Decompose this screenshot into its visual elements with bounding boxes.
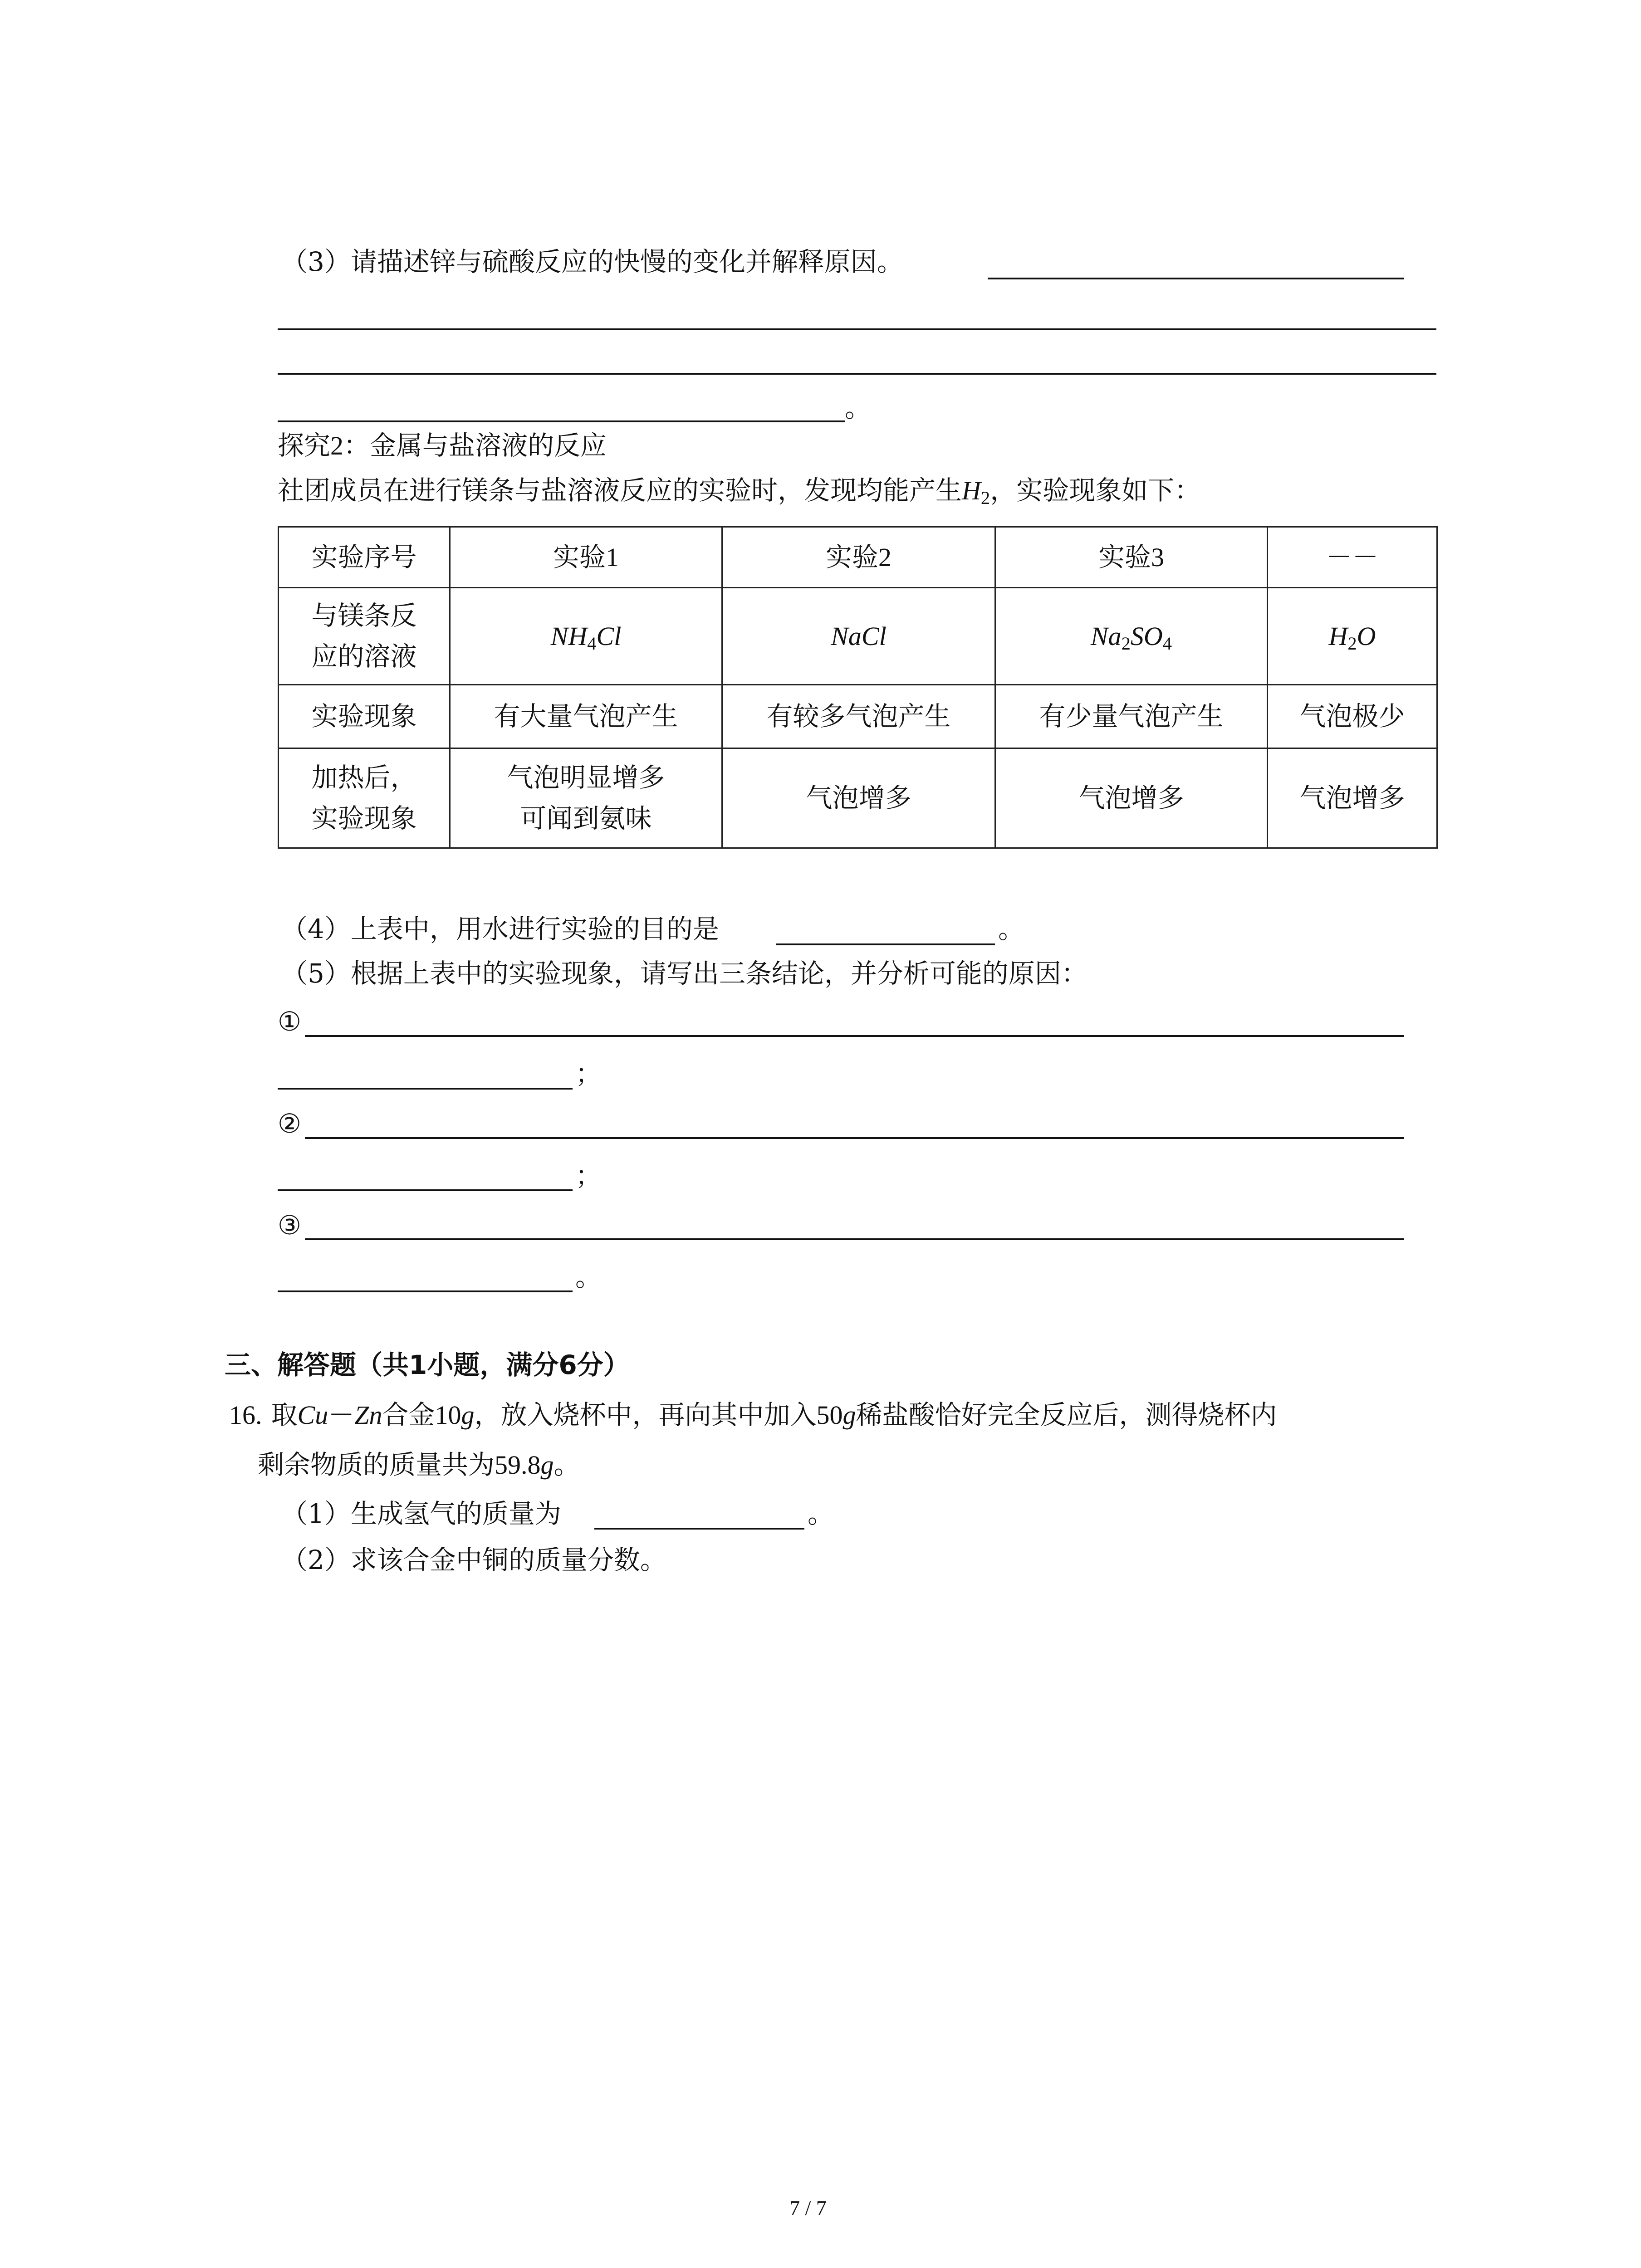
q4-text: （4）上表中，用水进行实验的目的是 xyxy=(281,914,719,944)
solution-nacl: NaCl xyxy=(722,588,995,685)
conclusion-2-end: ； xyxy=(575,1160,602,1191)
phenomenon-1: 有大量气泡产生 xyxy=(450,685,722,748)
conclusion-2-marker: ② xyxy=(278,1108,301,1139)
q3-answer-line-2[interactable] xyxy=(278,328,1436,330)
conclusion-1-marker: ① xyxy=(278,1006,301,1037)
conclusion-3-marker: ③ xyxy=(278,1210,301,1241)
conclusion-2-line-1[interactable] xyxy=(305,1137,1404,1139)
header-cell-exp2: 实验2 xyxy=(722,527,995,588)
page-number: 7 / 7 xyxy=(789,2196,827,2219)
solution-na2so4: $Na_2SO_4$ xyxy=(995,588,1268,685)
q16-sub1-end: 。 xyxy=(808,1498,834,1529)
probe2-intro: 社团成员在进行镁条与盐溶液反应的实验时，发现均能产生$H_2$，实验现象如下： xyxy=(278,475,1201,508)
header-cell-exp1: 实验1 xyxy=(450,527,722,588)
q3-answer-line-1[interactable] xyxy=(988,278,1404,279)
q16-sub1-answer-line[interactable] xyxy=(594,1528,804,1530)
conclusion-3-line-1[interactable] xyxy=(305,1238,1404,1240)
conclusion-1-line-1[interactable] xyxy=(305,1035,1404,1037)
heated-3: 气泡增多 xyxy=(995,748,1268,848)
conclusion-3-line-2[interactable] xyxy=(278,1290,573,1292)
solution-h2o: $H_2O$ xyxy=(1268,588,1437,685)
q16-line-2: 剩余物质的质量共为59.8g。 xyxy=(258,1449,580,1480)
q3-period: 。 xyxy=(845,392,872,423)
probe2-title: 探究2：金属与盐溶液的反应 xyxy=(278,430,607,461)
q16-sub1-text: （1）生成氢气的质量为 xyxy=(281,1498,561,1529)
q3-answer-line-3[interactable] xyxy=(278,373,1436,375)
q3-answer-line-4[interactable] xyxy=(278,420,845,422)
heated-1: 气泡明显增多 可闻到氨味 xyxy=(450,748,722,848)
table-row-heated xyxy=(279,748,1437,848)
q3-text: （3）请描述锌与硫酸反应的快慢的变化并解释原因。 xyxy=(281,246,903,277)
conclusion-1-end: ； xyxy=(575,1058,602,1089)
experiment-table xyxy=(278,526,1438,849)
header-cell-dash: －－ xyxy=(1268,527,1437,588)
section3-title: 三、解答题（共1小题，满分6分） xyxy=(225,1349,630,1380)
conclusion-2-line-2[interactable] xyxy=(278,1189,573,1191)
q4-answer-line[interactable] xyxy=(776,943,995,945)
table-row-header xyxy=(279,527,1437,588)
heated-4: 气泡增多 xyxy=(1268,748,1437,848)
heated-2: 气泡增多 xyxy=(722,748,995,848)
conclusion-3-end: 。 xyxy=(575,1261,602,1292)
q16-line-1: 16. 取Cu－Zn合金10g，放入烧杯中，再向其中加入50g稀盐酸恰好完全反应后，测得烧杯内 xyxy=(229,1399,1277,1430)
conclusion-1-line-2[interactable] xyxy=(278,1088,573,1090)
q5-text: （5）根据上表中的实验现象，请写出三条结论，并分析可能的原因： xyxy=(281,958,1087,989)
header-cell-exp3: 实验3 xyxy=(995,527,1268,588)
q16-sub2-text: （2）求该合金中铜的质量分数。 xyxy=(281,1545,666,1575)
phenomenon-4: 气泡极少 xyxy=(1268,685,1437,748)
phenomenon-2: 有较多气泡产生 xyxy=(722,685,995,748)
phenomenon-3: 有少量气泡产生 xyxy=(995,685,1268,748)
row-label-phenomenon: 实验现象 xyxy=(279,685,450,748)
row-label-solution: 与镁条反 应的溶液 xyxy=(279,588,450,685)
q4-period: 。 xyxy=(998,914,1025,944)
table-row-solution xyxy=(279,588,1437,685)
header-cell-seq: 实验序号 xyxy=(279,527,450,588)
solution-nh4cl: $NH_4Cl$ xyxy=(450,588,722,685)
table-row-phenomenon xyxy=(279,685,1437,748)
row-label-heated: 加热后， 实验现象 xyxy=(279,748,450,848)
